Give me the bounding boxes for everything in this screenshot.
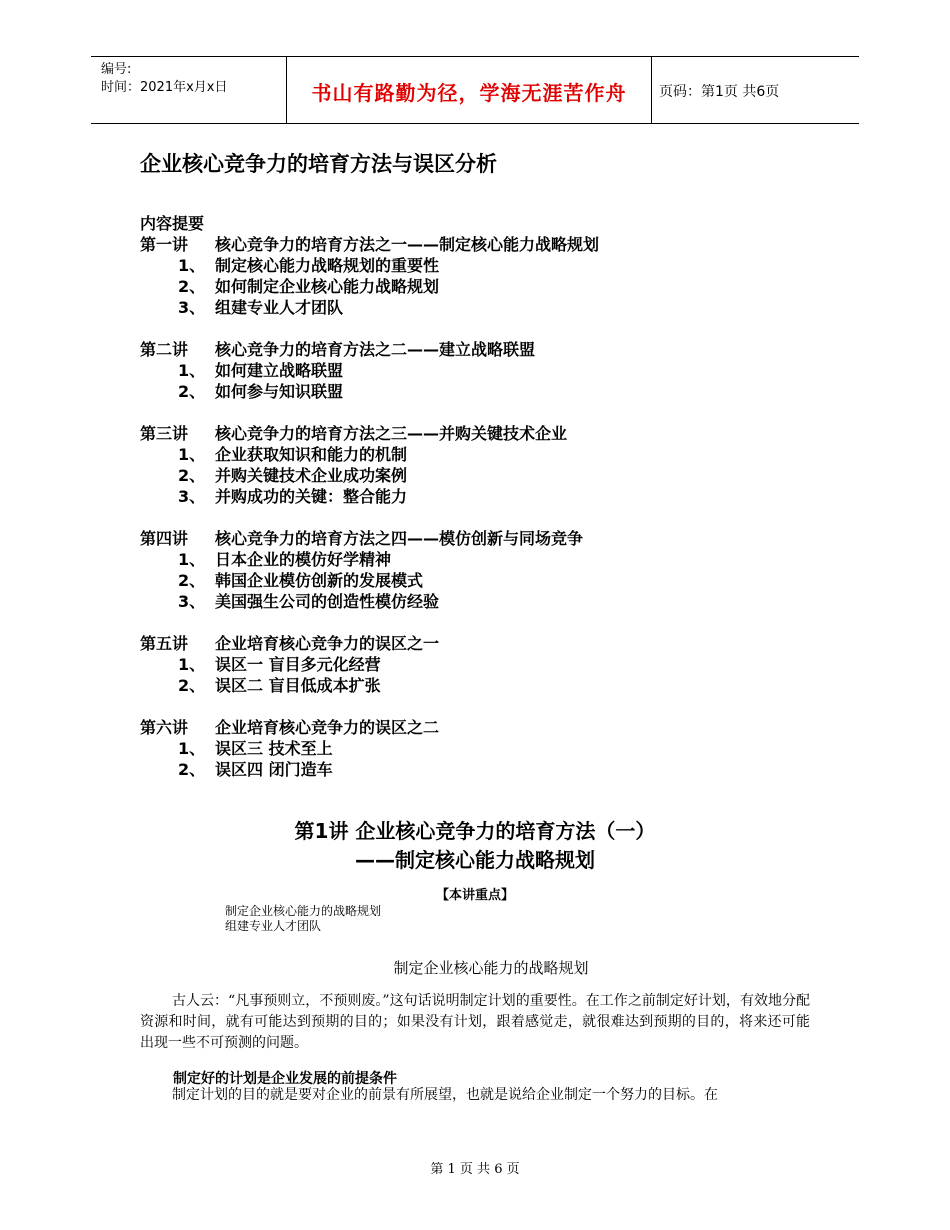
outline-item: 1、 日本企业的模仿好学精神: [178, 550, 392, 569]
outline-item: 3、 美国强生公司的创造性模仿经验: [178, 592, 440, 611]
lecture-outline-6: [140, 717, 780, 780]
key-point: 制定企业核心能力的战略规划: [225, 904, 382, 918]
lecture-title: 核心竞争力的培育方法之四——模仿创新与同场竞争: [215, 529, 584, 548]
header-meta: [91, 57, 286, 123]
lecture-subheading: ——制定核心能力战略规划: [355, 848, 595, 872]
page-footer: 第 1 页 共 6 页: [430, 1162, 520, 1177]
outline-item: 1、 误区一 盲目多元化经营: [178, 655, 381, 674]
outline-item: 1、 制定核心能力战略规划的重要性: [178, 256, 440, 275]
outline-title: 内容提要: [140, 214, 205, 233]
outline-item: 2、 并购关键技术企业成功案例: [178, 466, 408, 485]
key-points-label: 【本讲重点】: [435, 888, 514, 903]
lecture-title: 核心竞争力的培育方法之三——并购关键技术企业: [215, 424, 568, 443]
lecture-outline-4: [140, 528, 780, 612]
header-motto: 书山有路勤为径，学海无涯苦作舟: [311, 81, 627, 105]
header-page-cell: [651, 57, 859, 123]
document-title: 企业核心竞争力的培育方法与误区分析: [140, 152, 497, 176]
section-title: 制定企业核心能力的战略规划: [393, 959, 589, 977]
lecture-number: 第二讲: [140, 340, 189, 359]
lecture-title: 企业培育核心竞争力的误区之二: [215, 718, 440, 737]
lecture-title: 核心竞争力的培育方法之一——制定核心能力战略规划: [215, 235, 600, 254]
outline-item: 3、 并购成功的关键：整合能力: [178, 487, 408, 506]
outline-item: 1、 误区三 技术至上: [178, 739, 333, 758]
lecture-outline-5: [140, 633, 780, 696]
body-paragraph: 制定计划的目的就是要对企业的前景有所展望，也就是说给企业制定一个努力的目标。在: [172, 1087, 718, 1103]
lecture-number: 第一讲: [140, 235, 189, 254]
sub-heading: 制定好的计划是企业发展的前提条件: [173, 1071, 397, 1087]
key-point: 组建专业人才团队: [225, 919, 322, 933]
lecture-heading: 第1讲 企业核心竞争力的培育方法（一）: [294, 819, 656, 843]
body-paragraph: 古人云：“凡事预则立，不预则废。”这句话说明制定计划的重要性。在工作之前制定好计划，有效地分配资源和时间，就有可能达到预期的目的；如果没有计划，跟着感觉走，就很难达到预期的目的，将来还可能出现一些不可预测的问题。: [140, 993, 810, 1051]
outline-item: 2、 如何参与知识联盟: [178, 382, 344, 401]
page-header: [91, 56, 859, 124]
number-label: 编号:: [101, 62, 132, 77]
lecture-outline-3: [140, 423, 780, 507]
outline-item: 1、 如何建立战略联盟: [178, 361, 344, 380]
lecture-outline-2: [140, 339, 780, 402]
outline-item: 2、 如何制定企业核心能力战略规划: [178, 277, 440, 296]
header-page-info: 页码：第1页 共6页: [659, 84, 780, 100]
outline-item: 3、 组建专业人才团队: [178, 298, 344, 317]
outline-item: 1、 企业获取知识和能力的机制: [178, 445, 408, 464]
time-label: 时间：2021年x月x日: [101, 80, 228, 95]
outline-item: 2、 韩国企业模仿创新的发展模式: [178, 571, 424, 590]
content-outline: [140, 213, 780, 780]
lecture-number: 第三讲: [140, 424, 189, 443]
lecture-title: 企业培育核心竞争力的误区之一: [215, 634, 440, 653]
lecture-number: 第五讲: [140, 634, 189, 653]
header-motto-cell: [286, 57, 652, 123]
lecture-number: 第四讲: [140, 529, 189, 548]
outline-item: 2、 误区四 闭门造车: [178, 760, 333, 779]
outline-item: 2、 误区二 盲目低成本扩张: [178, 676, 381, 695]
lecture-number: 第六讲: [140, 718, 189, 737]
lecture-title: 核心竞争力的培育方法之二——建立战略联盟: [215, 340, 536, 359]
lecture-outline-1: [140, 234, 780, 318]
